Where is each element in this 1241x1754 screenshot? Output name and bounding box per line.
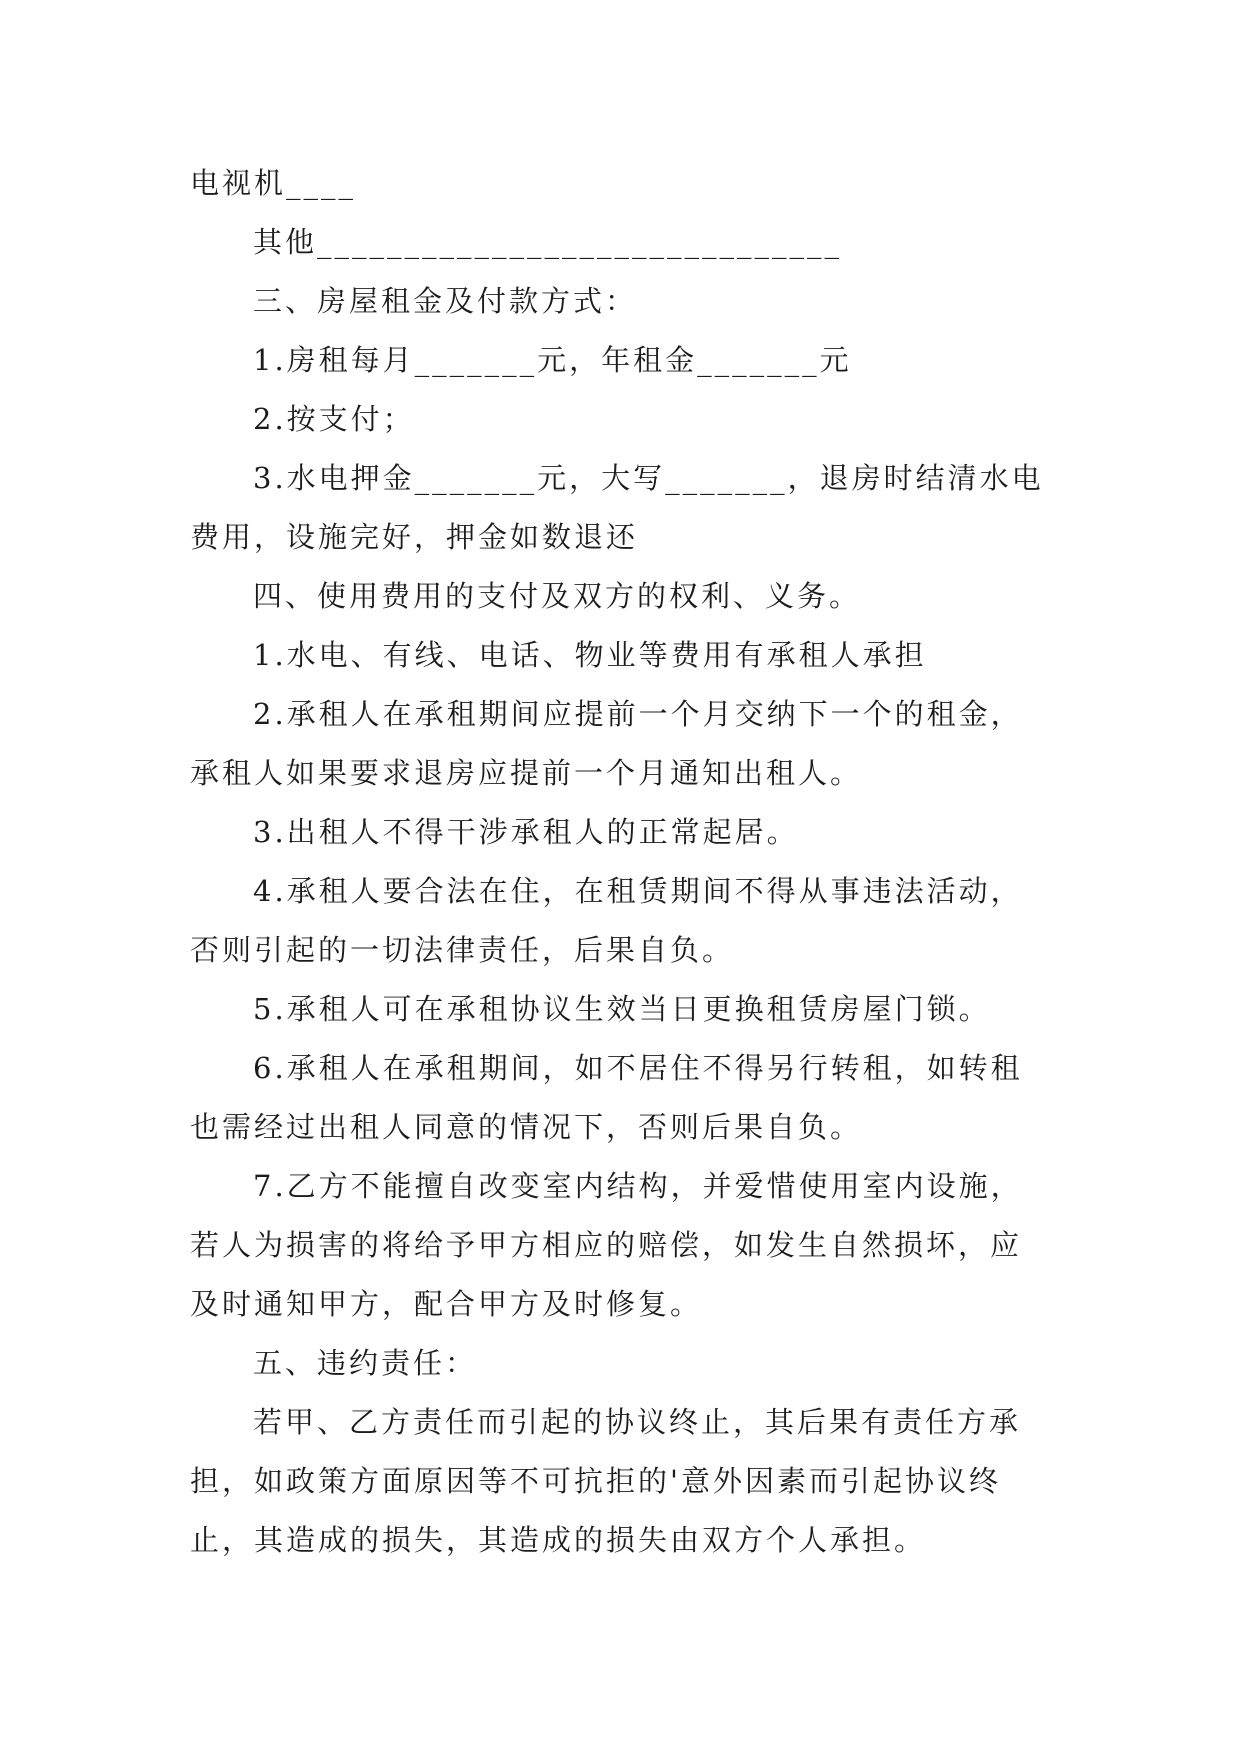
text-line: 否则引起的一切法律责任，后果自负。 [190, 933, 735, 967]
text-line: 电视机____ [190, 166, 357, 200]
section-heading: 四、使用费用的支付及双方的权利、义务。 [253, 579, 862, 613]
text-line: 担，如政策方面原因等不可抗拒的'意外因素而引起协议终 [190, 1464, 1001, 1498]
text-line: 承租人如果要求退房应提前一个月通知出租人。 [190, 756, 863, 790]
text-line: 若人为损害的将给予甲方相应的赔偿，如发生自然损坏，应 [190, 1228, 1023, 1262]
text-line: 2.承租人在承租期间应提前一个月交纳下一个的租金， [253, 697, 1023, 731]
text-line: 4.承租人要合法在住，在租赁期间不得从事违法活动， [253, 874, 1023, 908]
section-heading: 五、违约责任： [253, 1346, 478, 1380]
text-line: 5.承租人可在承租协议生效当日更换租赁房屋门锁。 [253, 992, 991, 1026]
text-line: 7.乙方不能擅自改变室内结构，并爱惜使用室内设施， [253, 1169, 1023, 1203]
text-line: 也需经过出租人同意的情况下，否则后果自负。 [190, 1110, 863, 1144]
text-line: 2.按支付； [253, 402, 415, 436]
text-line: 1.水电、有线、电话、物业等费用有承租人承担 [253, 638, 927, 672]
text-line: 费用，设施完好，押金如数退还 [190, 520, 639, 554]
section-heading: 三、房屋租金及付款方式： [253, 284, 638, 318]
text-line: 及时通知甲方，配合甲方及时修复。 [190, 1287, 703, 1321]
text-line: 止，其造成的损失，其造成的损失由双方个人承担。 [190, 1523, 927, 1557]
text-line: 3.出租人不得干涉承租人的正常起居。 [253, 815, 799, 849]
text-line: 6.承租人在承租期间，如不居住不得另行转租，如转租 [253, 1051, 1023, 1085]
text-line: 3.水电押金_______元，大写_______，退房时结清水电 [253, 461, 1044, 495]
text-line: 若甲、乙方责任而引起的协议终止，其后果有责任方承 [253, 1405, 1022, 1439]
text-line: 其他______________________________ [253, 225, 843, 259]
text-line: 1.房租每月_______元，年租金_______元 [253, 343, 852, 377]
